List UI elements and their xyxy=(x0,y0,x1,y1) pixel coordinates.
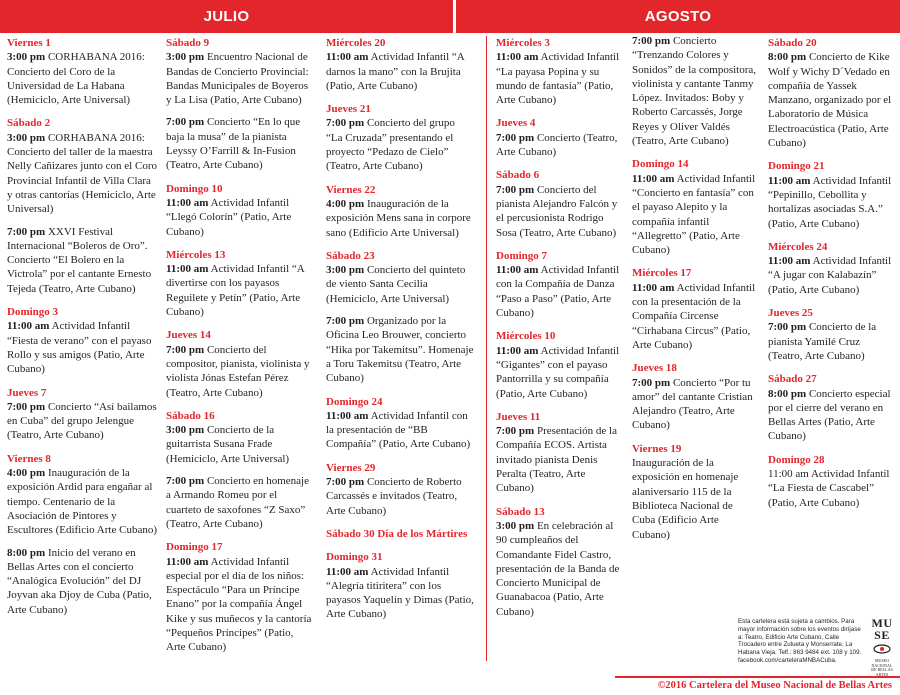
event xyxy=(632,34,757,148)
event xyxy=(768,254,893,297)
day-heading: Jueves 14 xyxy=(166,329,211,342)
event-time: 7:00 pm xyxy=(166,343,205,356)
event-text: Actividad Infantil “Llegó Colorín” (Patio, Arte Cubano) xyxy=(166,196,292,238)
event-time: 8:00 pm xyxy=(7,546,46,559)
event-text: Concierto “Trenzando Colores y Sonidos” de la compositora, violinista y cantante Tanmy López. Invitados: Boby y Roberto Carcassés, Jorge Reyes y Oliver Valdés (Teatro, Arte Cubano) xyxy=(632,35,757,148)
event-text: Concierto de la pianista Yamilé Cruz (Teatro, Arte Cubano) xyxy=(768,321,877,362)
event-text: Inicio del verano en Bellas Artes con el concierto “Analógica Evolución” del DJ Joyvan aka Djoy de Cuba (Patio, Arte Cubano) xyxy=(7,546,152,616)
event-time: 11:00 am xyxy=(326,51,369,64)
event-text: Actividad Infantil “A divertirse con los payasos Reguilete y Petín” (Patio, Arte Cubano) xyxy=(166,263,305,319)
event-time: 11:00 am xyxy=(496,264,539,277)
event-text: Actividad Infantil con la presentación de “BB Compañía” (Patio, Arte Cubano) xyxy=(326,409,471,451)
event xyxy=(326,314,474,385)
event-text: Concierto “Así bailamos en Cuba” del grupo Jelengue (Teatro, Arte Cubano) xyxy=(7,400,157,442)
event-text: Actividad Infantil especial por el día de los niños: Espectáculo “Para un Príncipe Enano” por la compañía Ángel Kike y sus muñecos y la cantoría “Pequeños Príncipes” (Patio, Arte Cubano) xyxy=(166,555,312,654)
event-text: Actividad Infantil “A darnos la mano” con la Brujita (Patio, Arte Cubano) xyxy=(326,51,465,92)
event-text: En celebración al 90 cumpleaños del Comandante Fidel Castro, presentación de la Banda de Concierto Municipal de Guanabacoa (Patio, Arte Cubano) xyxy=(496,519,620,618)
day-heading: Domingo 7 xyxy=(496,249,548,262)
event xyxy=(166,423,314,466)
event-text: Concierto del grupo “La Cruzada” presentando el proyecto “Pedazo de Cielo” (Teatro, Arte Cubano) xyxy=(326,117,455,173)
event-text: Concierto del pianista Alejandro Falcón y el percusionista Rodrigo Sosa (Teatro, Arte Cubano) xyxy=(496,183,618,239)
event-text: Encuentro Nacional de Bandas de Concierto Provincial: Bandas Municipales de Boyeros y La Lisa (Patio, Arte Cubano) xyxy=(166,51,309,107)
event-text: Presentación de la Compañía ECOS. Artista invitado pianista Denis Peralta (Teatro, Arte Cubano) xyxy=(496,425,617,495)
header-julio: JULIO xyxy=(0,0,453,33)
event xyxy=(7,400,157,443)
day-heading: Miércoles 10 xyxy=(496,330,556,343)
event-time: 7:00 pm xyxy=(326,117,365,130)
day-heading: Viernes 8 xyxy=(7,452,51,465)
event-time: 11:00 am xyxy=(166,555,209,568)
day-heading: Jueves 18 xyxy=(632,362,677,375)
event xyxy=(768,320,893,363)
event-time: 11:00 am xyxy=(7,320,50,333)
event xyxy=(496,424,621,495)
day-heading: Jueves 21 xyxy=(326,103,371,116)
event xyxy=(768,387,893,444)
event-text: Actividad Infantil “Gigantes” con el payaso Pantorrilla y su compañía (Patio, Arte Cubano) xyxy=(496,344,620,400)
day-heading: Jueves 7 xyxy=(7,386,47,399)
event-text: Concierto de Roberto Carcassés e invitados (Teatro, Arte Cubano) xyxy=(326,476,462,517)
day-heading: Jueves 25 xyxy=(768,307,813,320)
day-heading: Miércoles 17 xyxy=(632,267,692,280)
day-heading: Domingo 21 xyxy=(768,160,825,173)
event-text: Organizado por la Oficina Leo Brouwer, concierto “Hika por Takemitsu”. Homenaje a Toru Takemitsu (Teatro, Arte Cubano) xyxy=(326,315,474,385)
event xyxy=(496,344,621,401)
event-time: 11:00 am xyxy=(632,281,675,294)
day-heading: Sábado 13 xyxy=(496,505,545,518)
event-time: 4:00 pm xyxy=(326,197,365,210)
event-time: 7:00 pm xyxy=(496,131,535,144)
event xyxy=(7,466,157,537)
event xyxy=(632,456,757,542)
event-time: 7:00 pm xyxy=(632,376,671,389)
event-text: Concierto de Kike Wolf y Wichy D´Vedado en compañía de Yassek Manzano, organizado por el Laboratorio de Música Electroacústica (Patio, Arte Cubano) xyxy=(768,51,892,150)
column-3 xyxy=(326,34,474,622)
footer-copyright: ©2016 Cartelera del Museo Nacional de Bellas Artes xyxy=(657,680,892,691)
event xyxy=(166,555,314,655)
museum-logo: MU SE MUSEO NACIONAL DE BELLAS ARTES xyxy=(871,616,893,677)
event-time: 7:00 pm xyxy=(7,225,46,238)
event xyxy=(326,263,474,306)
event xyxy=(768,50,893,150)
day-heading: Sábado 23 xyxy=(326,249,375,262)
event xyxy=(326,475,474,518)
day-heading: Domingo 31 xyxy=(326,551,383,564)
event-text: Concierto del compositor, pianista, violinista y violista Jónas Estefan Pérez (Teatro, Arte Cubano) xyxy=(166,343,310,399)
event xyxy=(768,467,893,510)
event-text: XXVI Festival Internacional “Boleros de Oro”. Concierto “El Bolero en la Victrola” por el cantante Ernesto Tejeda (Teatro, Arte Cubano) xyxy=(7,225,152,295)
event-text: Actividad Infantil “Pepinillo, Cebollita y hortalizas asociadas S.A.” (Patio, Arte Cubano) xyxy=(768,174,892,230)
event-text: Concierto en homenaje a Armando Romeu por el cuarteto de saxofones “Z Saxo” (Teatro, Arte Cubano) xyxy=(166,475,309,530)
event xyxy=(326,197,474,240)
day-heading: Viernes 1 xyxy=(7,37,51,49)
event-time: 7:00 pm xyxy=(632,35,671,47)
event xyxy=(326,409,474,452)
column-divider xyxy=(486,36,487,661)
event-time: 3:00 pm xyxy=(7,51,46,64)
day-heading: Domingo 10 xyxy=(166,182,223,195)
event-time: 7:00 pm xyxy=(7,400,46,413)
day-heading: Sábado 20 xyxy=(768,37,817,49)
event-text: Concierto “En lo que baja la musa” de la pianista Leyssy O’Farrill & In-Fusion (Teatro, Arte Cubano) xyxy=(166,116,301,172)
column-1 xyxy=(7,34,157,617)
day-heading: Miércoles 13 xyxy=(166,248,226,261)
event-text: Concierto especial por el cierre del verano en Bellas Artes (Patio, Arte Cubano) xyxy=(768,387,891,443)
event-text: Inauguración de la exposición en homenaje alaniversario 115 de la Biblioteca Nacional de Cuba (Edificio Arte Cubano) xyxy=(632,457,739,541)
event-time: 3:00 pm xyxy=(7,131,46,144)
event xyxy=(326,565,474,622)
event-time: 7:00 pm xyxy=(768,321,807,334)
event-time: 7:00 pm xyxy=(166,116,205,129)
event-time: 8:00 pm xyxy=(768,387,807,400)
event-time: 7:00 pm xyxy=(326,476,365,489)
event-time: 11:00 am xyxy=(496,51,539,64)
event xyxy=(166,474,314,531)
event-time: 11:00 am xyxy=(632,172,675,185)
column-6 xyxy=(768,34,893,510)
event-text: 11:00 am Actividad Infantil “La Fiesta de Cascabel” (Patio, Arte Cubano) xyxy=(768,468,890,509)
event-time: 11:00 am xyxy=(166,263,209,276)
event xyxy=(7,546,157,617)
event-text: Actividad Infantil con la Compañía de Danza “Paso a Paso” (Patio, Arte Cubano) xyxy=(496,264,620,320)
day-heading: Sábado 9 xyxy=(166,37,210,49)
event-text: Actividad Infantil “La payasa Popina y su mundo de fantasía” (Patio, Arte Cubano) xyxy=(496,51,620,107)
event xyxy=(632,281,757,352)
column-4 xyxy=(496,34,621,619)
day-heading: Sábado 16 xyxy=(166,409,215,422)
event-time: 7:00 pm xyxy=(326,315,365,328)
event xyxy=(7,131,157,217)
event-text: Concierto del quinteto de viento Santa Cecilia (Hemiciclo, Arte Universal) xyxy=(326,264,466,305)
event-text: Actividad Infantil “Concierto en fantasía” con el payaso Alepito y la compañía infantil “Allegretto” (Patio, Arte Cubano) xyxy=(632,172,756,257)
day-heading: Jueves 11 xyxy=(496,410,541,423)
header-agosto: AGOSTO xyxy=(456,0,900,33)
event xyxy=(7,319,157,376)
event xyxy=(496,131,621,160)
event-time: 4:00 pm xyxy=(7,467,46,480)
event-text: Inauguración de la exposición Mens sana in corpore sano (Edificio Arte Universal) xyxy=(326,197,471,239)
day-heading: Sábado 2 xyxy=(7,117,51,130)
day-heading: Sábado 6 xyxy=(496,169,540,182)
event-time: 11:00 am xyxy=(768,255,811,268)
event-time: 11:00 am xyxy=(326,565,369,578)
day-heading: Domingo 24 xyxy=(326,395,383,408)
event-text: Actividad Infantil “Fiesta de verano” con el payaso Rollo y sus amigos (Patio, Arte Cubano) xyxy=(7,320,152,376)
event xyxy=(166,196,314,239)
event xyxy=(768,174,893,231)
event xyxy=(7,50,157,107)
day-heading: Viernes 19 xyxy=(632,442,682,455)
event xyxy=(496,50,621,107)
event-time: 11:00 am xyxy=(768,174,811,187)
event xyxy=(496,183,621,240)
day-heading: Jueves 4 xyxy=(496,117,536,130)
day-heading: Domingo 17 xyxy=(166,541,223,554)
eye-icon xyxy=(873,644,891,654)
event xyxy=(496,519,621,619)
event-text: Inauguración de la exposición Ardid para engañar al tiempo. Centenario de la Asociación de Pintores y Escultores (Edificio Arte Cubano) xyxy=(7,467,157,537)
column-2 xyxy=(166,34,314,655)
day-heading: Viernes 22 xyxy=(326,183,376,196)
day-heading: Sábado 30 Día de los Mártires xyxy=(326,527,468,540)
footer xyxy=(0,676,900,695)
day-heading: Sábado 27 xyxy=(768,373,817,386)
event-time: 3:00 pm xyxy=(166,424,205,437)
event-text: Concierto de la guitarrista Susana Frade (Hemiciclo, Arte Universal) xyxy=(166,424,290,465)
event xyxy=(326,50,474,93)
event xyxy=(632,376,757,433)
event-time: 3:00 pm xyxy=(326,264,365,277)
event-text: CORHABANA 2016: Concierto del Coro de la Universidad de La Habana (Hemiciclo, Arte Universal) xyxy=(7,51,145,107)
event-time: 7:00 pm xyxy=(496,425,535,438)
day-heading: Domingo 3 xyxy=(7,306,59,319)
event-time: 11:00 am xyxy=(326,409,369,422)
event xyxy=(166,115,314,172)
day-heading: Miércoles 20 xyxy=(326,37,386,49)
event-time: 7:00 pm xyxy=(496,183,535,196)
day-heading: Miércoles 3 xyxy=(496,37,550,49)
day-heading: Miércoles 24 xyxy=(768,240,828,253)
day-heading: Domingo 28 xyxy=(768,453,825,466)
event xyxy=(7,225,157,296)
event-time: 8:00 pm xyxy=(768,51,807,64)
event xyxy=(166,262,314,319)
event-text: Concierto “Por tu amor” del cantante Cristian Alejandro (Teatro, Arte Cubano) xyxy=(632,376,753,432)
day-heading: Domingo 14 xyxy=(632,158,689,171)
event-text: Actividad Infantil “A jugar con Kalabazín” (Patio, Arte Cubano) xyxy=(768,255,892,296)
event xyxy=(632,172,757,258)
event xyxy=(326,116,474,173)
event-text: Concierto (Teatro, Arte Cubano) xyxy=(496,131,618,159)
event-text: Actividad Infantil “Alegría titiritera” con los payasos Yaquelín y Dimas (Patio, Arte Cubano) xyxy=(326,565,474,621)
event-text: Actividad Infantil con la presentación de la Compañía Circense “Cirhabana Circus” (Patio, Arte Cubano) xyxy=(632,281,756,351)
event-time: 7:00 pm xyxy=(166,475,205,488)
column-5 xyxy=(632,34,757,542)
info-note: Esta cartelera está sujeta a cambios. Para mayor información sobre los eventos diríjase a: Teatro, Edificio Arte Cubano, Calle Trocadero entre Zulueta y Monserrate, La Habana Vieja. Telf.: 863 9484 ext. 108 y 109. facebook.com/carteleraMNBACuba. xyxy=(738,618,862,664)
event-time: 3:00 pm xyxy=(166,51,205,64)
day-heading: Viernes 29 xyxy=(326,461,376,474)
event-time: 11:00 am xyxy=(496,344,539,357)
event-time: 11:00 am xyxy=(166,196,209,209)
event xyxy=(166,50,314,107)
event-text: CORHABANA 2016: Concierto del taller de la maestra Nelly Cañizares junto con el Coro Provincial Infantil de Villa Clara y otras cantorías (Hemiciclo, Arte Universal) xyxy=(7,131,157,216)
event xyxy=(496,263,621,320)
event-time: 3:00 pm xyxy=(496,519,535,532)
event xyxy=(166,343,314,400)
